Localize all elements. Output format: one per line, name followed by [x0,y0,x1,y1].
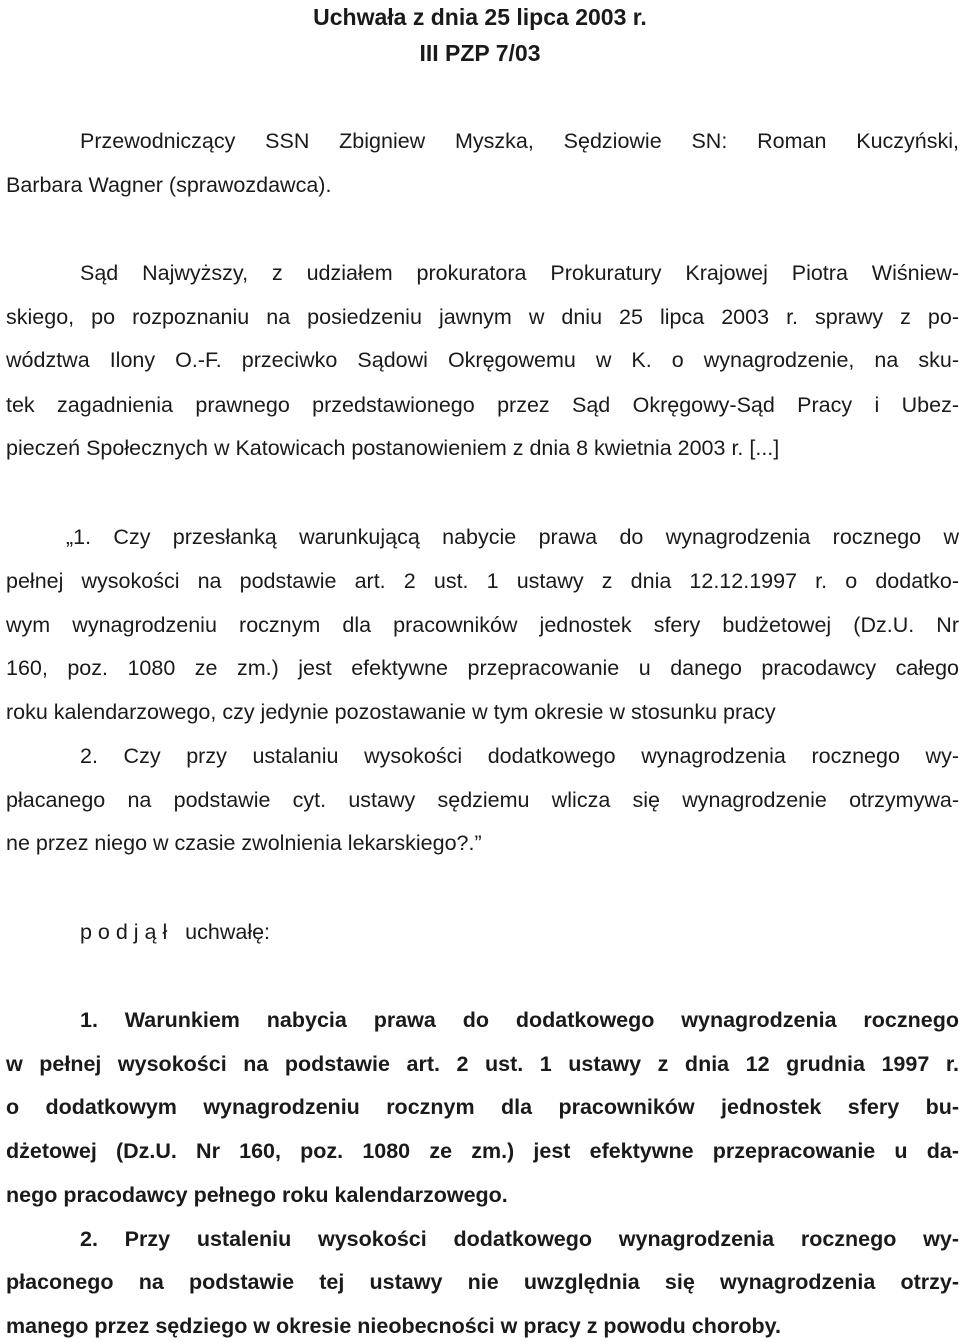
intro-line: skiego, po rozpoznaniu na posiedzeniu jawnym w dniu 25 lipca 2003 r. sprawy z po- [6,305,959,329]
question-line: płacanego na podstawie cyt. ustawy sędziemu wlicza się wynagrodzenie otrzymywa- [6,788,959,812]
resolution-line: płaconego na podstawie tej ustawy nie uwzględnia się wynagrodzenia otrzy- [6,1270,959,1294]
case-number: III PZP 7/03 [419,40,541,66]
question-line: wym wynagrodzeniu rocznym dla pracowników jednostek sfery budżetowej (Dz.U. Nr [6,613,959,637]
intro-line: tek zagadnienia prawnego przedstawionego przez Sąd Okręgowy-Sąd Pracy i Ubez- [6,393,959,417]
intro-line: pieczeń Społecznych w Katowicach postanowieniem z dnia 8 kwietnia 2003 r. [...] [6,436,780,460]
resolution-line: w pełnej wysokości na podstawie art. 2 ust. 1 ustawy z dnia 12 grudnia 1997 r. [6,1052,959,1076]
question-line: 160, poz. 1080 ze zm.) jest efektywne przepracowanie u danego pracodawcy całego [6,656,959,680]
question-line: pełnej wysokości na podstawie art. 2 ust. 1 ustawy z dnia 12.12.1997 r. o dodatko- [6,569,959,593]
resolution-line: manego przez sędziego w okresie nieobecności w pracy z powodu choroby. [6,1314,781,1338]
question-line: ne przez niego w czasie zwolnienia lekarskiego?.” [6,831,482,855]
question-line: „1. Czy przesłanką warunkującą nabycie prawa do wynagrodzenia rocznego w [66,525,959,549]
intro-line: Sąd Najwyższy, z udziałem prokuratora Prokuratury Krajowej Piotra Wiśniew- [80,261,959,285]
composition-line: Przewodniczący SSN Zbigniew Myszka, Sędziowie SN: Roman Kuczyński, [80,129,959,153]
question-line: roku kalendarzowego, czy jedynie pozostawanie w tym okresie w stosunku pracy [6,700,776,724]
intro-line: wództwa Ilony O.-F. przeciwko Sądowi Okręgowemu w K. o wynagrodzenie, na sku- [6,348,959,372]
document-title: Uchwała z dnia 25 lipca 2003 r. [313,4,647,30]
resolution-line: 2. Przy ustaleniu wysokości dodatkowego wynagrodzenia rocznego wy- [80,1227,959,1251]
resolution-line: o dodatkowym wynagrodzeniu rocznym dla pracowników jednostek sfery bu- [6,1095,959,1119]
question-line: 2. Czy przy ustalaniu wysokości dodatkowego wynagrodzenia rocznego wy- [80,744,959,768]
composition-line: Barbara Wagner (sprawozdawca). [6,173,332,197]
resolved-heading: p o d j ą ł uchwałę: [80,920,271,944]
resolution-line: 1. Warunkiem nabycia prawa do dodatkowego wynagrodzenia rocznego [80,1008,959,1032]
resolution-line: nego pracodawcy pełnego roku kalendarzowego. [6,1183,508,1207]
resolution-line: dżetowej (Dz.U. Nr 160, poz. 1080 ze zm.) jest efektywne przepracowanie u da- [6,1139,959,1163]
